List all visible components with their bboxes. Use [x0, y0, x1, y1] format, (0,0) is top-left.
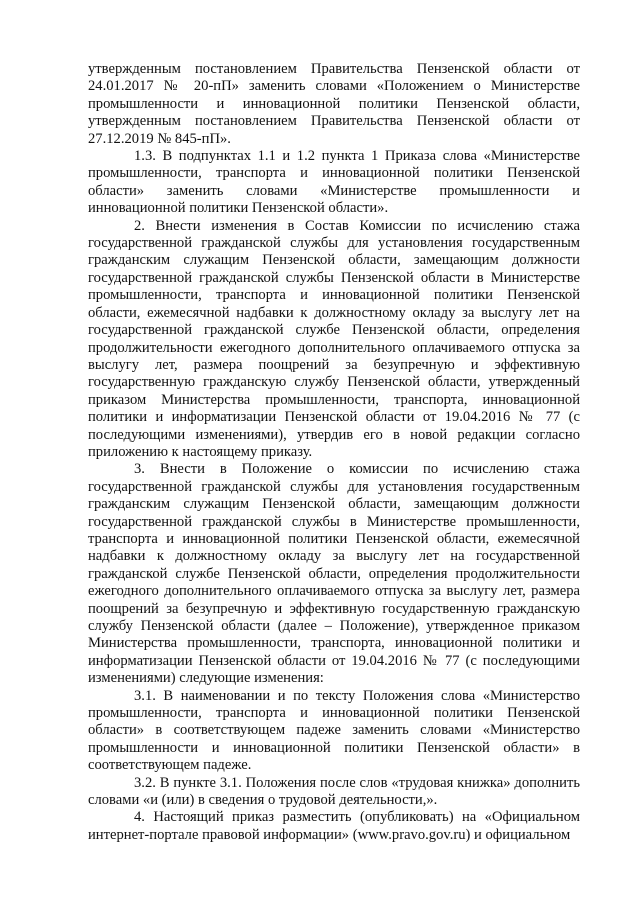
paragraph-3-1: 3.1. В наименовании и по тексту Положения слова «Министерство промышленности, транспорта и инновационной политики Пензенской области» в соответствующем падеже заменить словами «Министерство промышленности и инновационной политики Пензенской области» в соответствующем падеже. [88, 687, 580, 774]
paragraph-continuation: утвержденным постановлением Правительства Пензенской области от 24.01.2017 № 20-пП» заменить словами «Положением о Министерстве промышленности и инновационной политики Пензенской области, утвержденным постановлением Правительства Пензенской области от 27.12.2019 № 845-пП». [88, 61, 580, 147]
document-page [88, 61, 580, 844]
paragraph-1-3: 1.3. В подпунктах 1.1 и 1.2 пункта 1 Приказа слова «Министерстве промышленности, транспорта и инновационной политики Пензенской области» заменить словами «Министерстве промышленности и инновационной политики Пензенской области». [88, 148, 580, 217]
paragraph-2: 2. Внести изменения в Состав Комиссии по исчислению стажа государственной гражданской службы для установления государственным гражданским служащим Пензенской области, замещающим должности государственной гражданской службы Пензенской области в Министерстве промышленности, транспорта и инновационной политики Пензенской области, ежемесячной надбавки к должностному окладу за выслугу лет на государственной гражданской службе Пензенской области, определения продолжительности ежегодного дополнительного оплачиваемого отпуска за выслугу лет, размера поощрений за безупречную и эффективную государственную гражданскую службу Пензенской области, утвержденный приказом Министерства промышленности, транспорта, инновационной политики и информатизации Пензенской области от 19.04.2016 № 77 (с последующими изменениями), утвердив его в новой редакции согласно приложению к настоящему приказу. [88, 217, 580, 460]
paragraph-4: 4. Настоящий приказ разместить (опубликовать) на «Официальном интернет-портале правовой информации» (www.pravo.gov.ru) и официальном [88, 809, 580, 843]
paragraph-3: 3. Внести в Положение о комиссии по исчислению стажа государственной гражданской службы для установления государственным гражданским служащим Пензенской области, замещающим должности государственной гражданской службы в Министерстве промышленности, транспорта и инновационной политики Пензенской области, ежемесячной надбавки к должностному окладу за выслугу лет на государственной гражданской службе Пензенской области, определения продолжительности ежегодного дополнительного оплачиваемого отпуска за выслугу лет, размера поощрений за безупречную и эффективную государственную гражданскую службу Пензенской области (далее – Положение), утвержденное приказом Министерства промышленности, транспорта, инновационной политики и информатизации Пензенской области от 19.04.2016 № 77 (с последующими изменениями) следующие изменения: [88, 461, 580, 687]
paragraph-3-2: 3.2. В пункте 3.1. Положения после слов «трудовая книжка» дополнить словами «и (или) в сведения о трудовой деятельности,». [88, 774, 580, 809]
